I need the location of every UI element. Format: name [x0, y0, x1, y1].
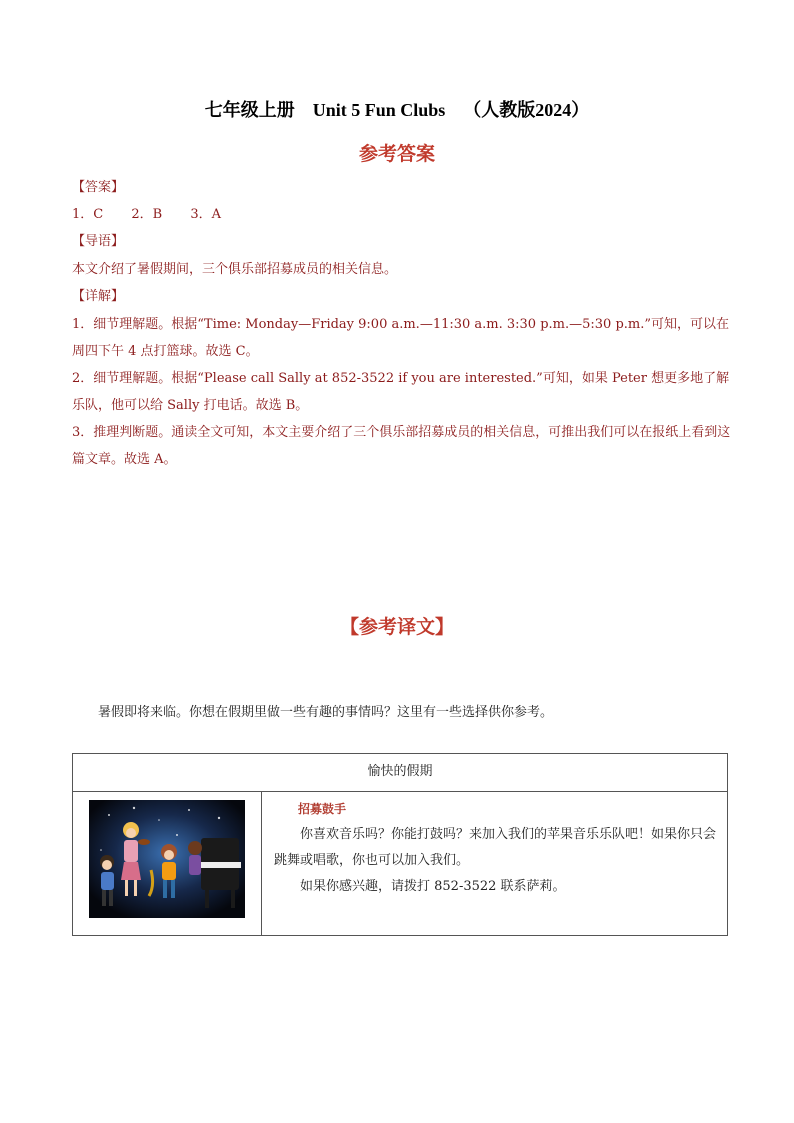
detail-item: 3．推理判断题。通读全文可知，本文主要介绍了三个俱乐部招募成员的相关信息，可推出我们可以在报纸上看到这篇文章。故选 A。 [72, 425, 731, 467]
guide-text: 本文介绍了暑假期间，三个俱乐部招募成员的相关信息。 [72, 262, 398, 277]
guide-label: 【导语】 [72, 234, 125, 249]
translation-heading: 【参考译文】 [339, 616, 454, 638]
answer-item: 2．B [131, 207, 163, 222]
detail-label: 【详解】 [72, 289, 125, 304]
detail-item: 2．细节理解题。根据“Please call Sally at 852-3522 if you are interested.”可知，如果 Peter 想更多地了解乐队，他可以给 Sally 打电话。故选 B。 [72, 371, 730, 413]
answer-item: 1．C [72, 207, 104, 222]
answer-list [72, 203, 245, 222]
band-illustration [89, 800, 245, 918]
document-title: 七年级上册 Unit 5 Fun Clubs （人教版2024） [204, 100, 590, 120]
table-row [73, 792, 727, 935]
club-paragraph: 如果你感兴趣，请拨打 852-3522 联系萨莉。 [300, 879, 566, 894]
detail-item: 1．细节理解题。根据“Time: Monday—Friday 9:00 a.m.—11:30 a.m. 3:30 p.m.—5:30 p.m.”可知，可以在周四下午 4 点打篮球。故选 C。 [72, 317, 730, 359]
answer-label: 【答案】 [72, 180, 125, 195]
club-paragraph: 你喜欢音乐吗？你能打鼓吗？来加入我们的苹果音乐乐队吧！如果你只会跳舞或唱歌，你也可以加入我们。 [274, 827, 717, 868]
answer-heading: 参考答案 [358, 143, 435, 165]
club-cell [262, 792, 727, 935]
detail-list [72, 311, 732, 473]
image-cell [73, 792, 262, 935]
club-name: 招募鼓手 [298, 802, 347, 816]
table-title: 愉快的假期 [73, 754, 727, 792]
translation-intro: 暑假即将来临。你想在假期里做一些有趣的事情吗？这里有一些选择供你参考。 [98, 705, 554, 720]
answer-item: 3．A [190, 207, 221, 222]
translation-table [72, 753, 728, 936]
